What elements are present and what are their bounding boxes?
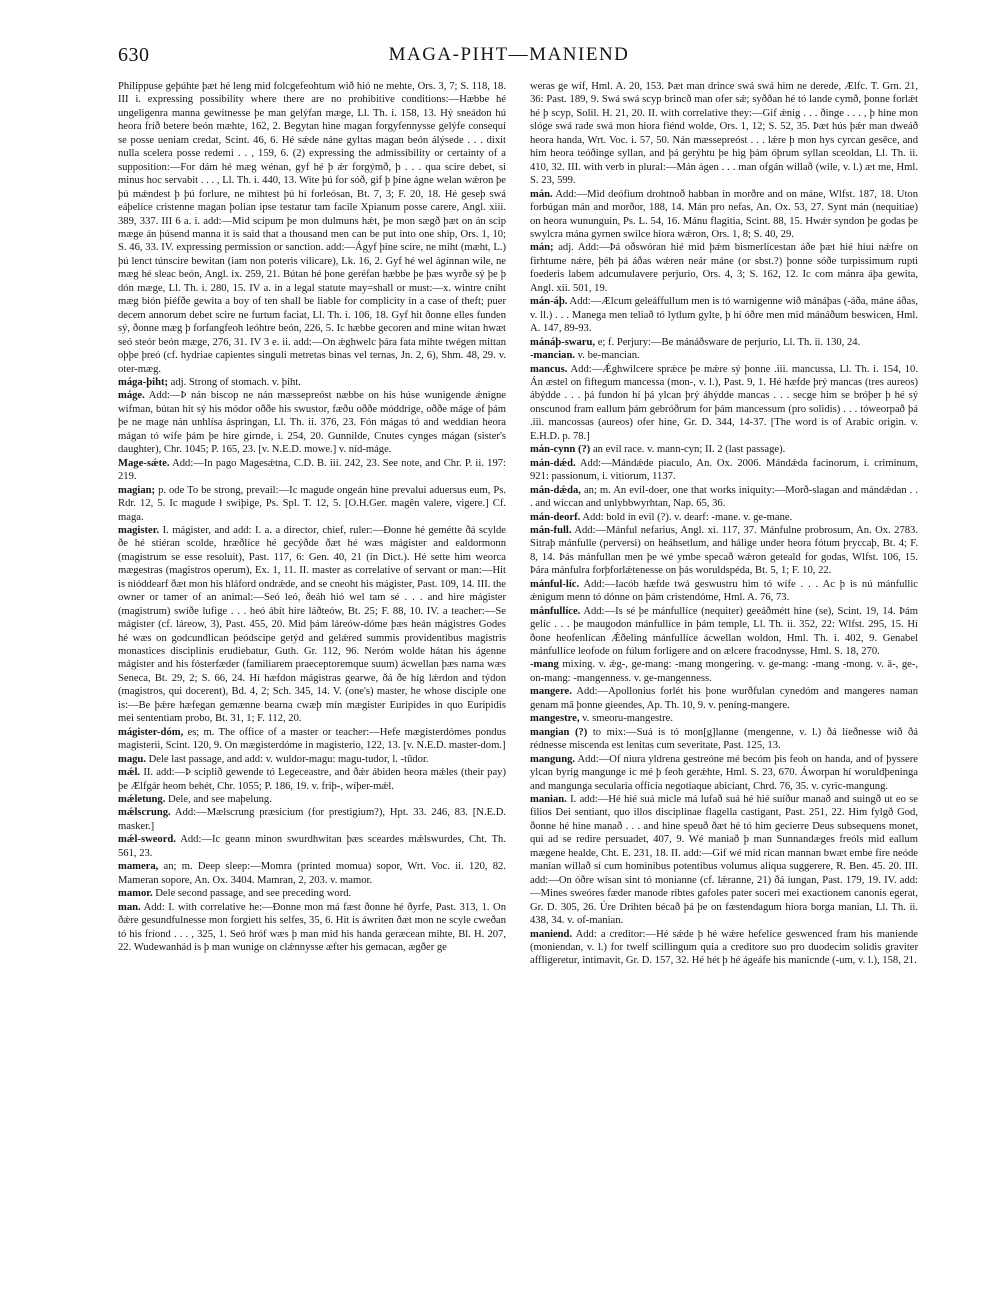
entry-body: Add:—Ic geann minon swurdhwitan þæs sceardes mǽlswurdes, Cht. Th. 561, 23. xyxy=(118,834,506,859)
dictionary-entry xyxy=(530,578,918,605)
entry-headword: mangian (?) xyxy=(530,726,588,738)
entry-body: Add:—Mándǽde piaculo, An. Ox. 2006. Mándǽda facinorum, i. criminum, 921: passionum, i. vitiorum, 1137. xyxy=(530,457,918,483)
entry-headword: mán-dǽd. xyxy=(530,457,576,469)
entry-headword: mán; xyxy=(530,242,554,254)
page-header xyxy=(118,44,900,70)
dictionary-entry xyxy=(530,658,918,685)
entry-headword: mánfullíce. xyxy=(530,605,581,617)
entry-headword: mangestre, xyxy=(530,713,580,725)
entry-headword: magian; xyxy=(118,484,156,496)
entry-body: mixing. v. ǽg-, ge-mang: -mang mongering. v. ge-mang: -mang -mong. v. ā-, ge-, on-mang: -mangenness. v. ge-mangenness. xyxy=(530,659,918,684)
entry-headword: mán-deorf. xyxy=(530,511,581,523)
left-column xyxy=(118,80,506,1290)
entry-headword: máge. xyxy=(118,390,145,402)
entry-body: Add:—Iacób hæfde twá geswustru him tó wífe . . . Ac þ is nú mánfullic ǽnigum menn tó dónne on þám cristendóme, Hml. A. 76, 73. xyxy=(530,578,918,604)
dictionary-entry xyxy=(530,363,918,444)
entry-headword: mǽlscrung. xyxy=(118,807,171,819)
running-head: MAGA-PIHT—MANIEND xyxy=(388,44,630,65)
dictionary-entry xyxy=(118,793,506,806)
dictionary-entry xyxy=(118,806,506,833)
dictionary-entry xyxy=(118,457,506,484)
dictionary-entry xyxy=(118,484,506,524)
entry-headword: mánáþ-swaru, xyxy=(530,336,596,348)
entry-body: Dele last passage, and add: v. wuldor-magu: magu-tudor, l. -tūdor. xyxy=(145,753,429,765)
entry-headword: magu. xyxy=(118,753,146,765)
entry-headword: mangere. xyxy=(530,686,572,698)
dictionary-entry xyxy=(530,511,918,524)
entry-headword: magister. xyxy=(118,524,160,536)
continued-text xyxy=(530,80,918,188)
entry-headword: mamor. xyxy=(118,888,153,900)
dictionary-entry xyxy=(530,188,918,242)
entry-body: weras ge wíf, Hml. A. 20, 153. Þæt man drince swá swá him ne derede, Ælfc. T. Grn. 21, 36: Past. 189, 9. Swá swá scyp brincð man ofer sǽ; syððan hé tó lande cymð, þonne forlǽt hé þ scyp, Solil. H. 21, 20. II. with correlative they:—Gif ǽnig . . . ðinge . . . , þ hine mon slóge swá rade swá mon hiora fiénd wolde, Ors. 1, 12; S. 52, 35. Þæt hús þǽr man dweáð heora handa, Wrt. Voc. i. 57, 50. Nán mæssepreóst . . . lǽre þ mon hys cyrcan gesēce, and him heora teóðinge syllan, and þá gerýhtu þe hig þám óþrum syllan sceoldan, Ll. Th. ii. 410, 32. III. with verb in plural:—Mán ágen . . . man ofgán willað (wile, v. l.) æt me, Hml. S. 23, 599. xyxy=(530,81,918,187)
dictionary-entry xyxy=(118,766,506,793)
dictionary-entry xyxy=(530,524,918,578)
dictionary-entry xyxy=(530,484,918,511)
entry-body: Add:—Is sé þe mánfullíce (nequiter) geeáðmétt hine (se), Scint. 19, 14. Þám gelíc . . . þe maugodon mánfullíce in þám temple, Ll. Th. ii. 352, 22: Wlfst. 295, 15. Hí ðone heofenlícan Ǽðeling mánfullíce ácwellan woldon, Hml. Th. i. 402, 9. Genabel mánfullíce leofode on fúlum forligere and on ælcere fracodnysse, Hml. S. 18, 270. xyxy=(530,605,918,658)
entry-body: Add: bold in evil (?). v. dearf: -mane. v. ge-mane. xyxy=(580,511,793,523)
entry-body: Add:—Ǽghwilcere sprǽce þe mǽre sý þonne .iii. mancussa, Ll. Th. i. 154, 10. Án æstel on fiftegum mancessa (mon-, v. l.), Past. 9, 1. Hé hæfde þrý mancas (tres aureos) ábýdde . . . þá fundon hí þá ylcan þrý áhýdde mancas . . . secge him se bróþer þ hé sý onscunod fram eallum þám gebróðrum for þám mancessum (pro solidis) . . . tóweorpað þá .iii. mancossas (aureos) ofer hine, Gr. D. 344, 14-37. [The word is of Arabic origin. v. E.H.D. p. 78.] xyxy=(530,363,918,442)
entry-body: p. ode To be strong, prevail:—Ic magude ongeán hine prevalui aduersus eum, Ps. Rdr. 12, 5. Ic magude ł swiþige, Ps. Spl. T. 12, 5. [O.H.Ger. magên valere, vigere.] Cf. maga. xyxy=(118,484,506,523)
entry-body: Add:—Þ nán biscop ne nán mæssepreóst næbbe on his húse wunigende ǽnigne wifman, bútan hit sý his módor oððe his swustor, fæðu oððe móddrige, oððe máge of þám þe ne mage nán unhlísa áspringan, Ll. Th. ii. 376, 23. Fón mágas tó and weddian heora mágan tó wífe þám þe hire girnde, i. 254, 20. Gunnilde, Cnutes cynges mágan (sister's daughter), Chr. 1045; P. 165, 23. [v. N.E.D. mowe.] v. níd-máge. xyxy=(118,390,506,456)
entry-headword: mǽl. xyxy=(118,767,141,779)
entry-body: v. smeoru-mangestre. xyxy=(579,713,673,725)
dictionary-entry xyxy=(530,726,918,753)
entry-headword: mán-dǽda, xyxy=(530,484,581,496)
entry-headword: maniend. xyxy=(530,928,573,940)
dictionary-entry xyxy=(530,241,918,295)
entry-body: v. be-mancian. xyxy=(575,350,640,362)
dictionary-entry xyxy=(118,376,506,389)
entry-body: an; m. Deep sleep:—Momra (printed momua) sopor, Wrt. Voc. ii. 120, 82. Mameran sopore, An. Ox. 3404. Mamran, 2, 203. v. mamor. xyxy=(118,861,506,886)
entry-headword: mán. xyxy=(530,188,553,200)
entry-body: adj. Strong of stomach. v. þiht. xyxy=(168,376,301,388)
entry-headword: mǽletung. xyxy=(118,794,166,806)
entry-body: an; m. An evil-doer, one that works iniquity:—Morð-slagan and mándǽdan . . . and wiccan and unlybbwyrhtan, Nap. 65, 36. xyxy=(530,484,918,510)
entry-headword: mǽl-sweord. xyxy=(118,834,176,846)
dictionary-entry xyxy=(118,833,506,860)
dictionary-entry xyxy=(530,457,918,484)
entry-body: Add: I. with correlative he:—Ðonne mon má fæst ðonne hé ðyrfe, Past. 313, 1. On ðǽre gesundfulnesse mon forgiett his selfes, 35, 6. Hit is áwriten ðæt mon ne scyle cweðan tó his fríond . . . , 325, 1. Seó hróf wæs þ man mid his handa geræcean mihte, Bl. H. 207, 22. Wudewanhád is þ man wunige on clǽnnysse æfter his gemacan, ægðer ge xyxy=(118,901,506,953)
entry-headword: mamera, xyxy=(118,861,159,873)
entry-headword: mangung. xyxy=(530,753,576,765)
entry-body: es; m. The office of a master or teacher:—Hefe mægisterdómes pondus magisterii, Scint. 120, 9. On mægisterdóme in magisterio, 122, 13. [v. N.E.D. master-dom.] xyxy=(118,726,506,752)
dictionary-entry xyxy=(530,349,918,362)
dictionary-entry xyxy=(118,887,506,900)
dictionary-entry xyxy=(118,389,506,456)
entry-body: Add:—Of niura yldrena gestreóne mé becóm þis feoh on handa, and of þyssere ylcan byrig mangunge ic mé þ feoh gerǽhte, Hml. S. 23, 670. Áworpan hí woruldþeningа and mangunga secularia officia negotiaque abiciant, Chrd. 76, 35. v. cyric-mangung. xyxy=(530,753,918,792)
entry-body: Philippuse geþúhte þæt hé leng mid folcgefeohtum wið hió ne mehte, Ors. 3, 7; S. 118, 18. III i. expressing possibility where there are no prohibitive conditions:—Hæbbe hé ungeligenra manna gewitnesse þe man gelýfan mæge, Ll. Th. i. 158, 13. Hý sneádon hú heora fríð betere beón mæhte, 162, 2. Begytan hine magan forgyfennysse gelýfe consequi se posse ueniam credat, Scint. 46, 6. Hé sǽde náne gyltas magan beón álýsede . . . dixit nulla scelera posse redemi . . , 159, 6. (2) expressing the admissibility or certainty of a supposition:—For dám hé mæg wénan, gyf hé þ ǽr forgýmð, þ . . . qua scire debet, si minus hoc servabit . . . , Ll. Th. i. 440, 13. Wite þú for sóð, gif þ þíne ágne welan wǽron þe þú mǽndest þ þú forlure, ne mihtest þú hí forleósan, Bt. 7, 3; F. 20, 18. Hé geseþ swá eáþelíce cristenne magan þolian ipse testatur tam facile Xpianum posse carere, Angl. xiii. 389, 337. III 6 a. i. add:—Mid scipum þe mon dulmuns hǽt, þe mon sægð þæt on án scip mæge án þúsend manna it is said that a thousand men can be put into one ship, Ors. 1, 10; S. 46, 33. IV. expressing permission or sanction. add:—Ágyf þíne scire, ne miht (mæht, L.) þú lenct túnscire bewitan (iam non poteris vilicare), Lk. 16, 2. Gyf hé wel ágínnan wile, ne mæg hé sleac beón, Angl. ix. 259, 21. Bútan hé þone geréfan hæbbe þe þæs wyrðe sý þe þ dón mæge, Ll. Th. i. 280, 15. IV a. in a legal statute may=shall or must:—x. wintre cniht mæg bión þiéfðe gewita a boy of ten shall be liable for complicity in a case of theft; puer decem annorum debet scire ne furtum faciat, Ll. Th. i. 106, 18. Gyf hit ðonne elles funden sý, ðonne mæg þ forfangfeoh leóhtre beón, 226, 5. Ic hæbbe gecoren and mine witan hwæt seó steór beón mæge, 276, 31. IV 3 e. ii. add:—On ǽghwelc þára fata mihte twégen mittan oþþe þreó (cf. hydriae capientes singuli metretas binas vel ternas, Jn. 2, 6), Shm. 48, 29. v. oter-mæg. xyxy=(118,81,506,375)
entry-body: Add:—Ælcum geleáffullum men is tó warnigenne wið mánáþas (-áða, máne áðas, v. ll.) . . . Manega men teliað tó lytlum gylte, þ hí óðre men mid mánáðum beswicen, Hml. A. 147, 89-93. xyxy=(530,296,918,335)
entry-headword: mán-full. xyxy=(530,524,572,536)
entry-body: Add:—Mánful nefarius, Angl. xi. 117, 37. Mánfulne probrosum, An. Ox. 2783. Sitraþ mánfulle (perversi) on heáhsetlum, and hálige under heora fótum þryccaþ, Bt. 4; F. 8, 14. Þás mánfullan men þe wé ymbe specað wǽron geteald for godas, Wlfst. 106, 15. Þára mánfulra forþforlǽtenesse on þás woruldspéda, Bt. 5, 1; F. 10, 22. xyxy=(530,524,918,577)
entry-headword: mán-cynn (?) xyxy=(530,444,591,456)
entry-body: Add:—Mælscrung præsicium (for prestigium?), Hpt. 33. 246, 83. [N.E.D. masker.] xyxy=(118,807,506,832)
entry-body: Add:—Mid deófium drohtnoð habban in morðre and on máne, Wlfst. 187, 18. Uton forbúgan mán and morðor, 188, 14. Mán pro nefas, An. Ox. 53, 27. Synt mán (nequitiae) on heora wununguin, Ps. L. 54, 16. Mánu flagitia, Scint. 88, 15. Hwǽr syndon þe godas þe swylcra mána gyrnen swilce hiora wǽron, Ors. 1, 8; S. 40, 29. xyxy=(530,188,918,240)
entry-headword: mán-áþ. xyxy=(530,296,568,308)
entry-headword: mágister-dóm, xyxy=(118,726,184,738)
entry-headword: Mage-sǽte. xyxy=(118,457,170,469)
entry-headword: manian. xyxy=(530,794,567,806)
entry-headword: -mang xyxy=(530,659,559,671)
dictionary-entry xyxy=(530,793,918,928)
dictionary-entry xyxy=(118,726,506,753)
entry-headword: mancus. xyxy=(530,363,568,375)
entry-headword: mága-þiht; xyxy=(118,376,169,388)
entry-body: I. mágister, and add: I. a. a director, chief, ruler:—Ðonne hé gemétte ðá scylde ðe hé stiéran scolde, hræðlíce hé gecýðde ðæt hé wæs mágister and ealdormonn (magistrum se esse resoluit), Past. 117, 6: Gen. 40, 21 (in Dict.). Hé sette him weorca mægestras (magistros operum), Ex. 1, 11. II. master as correlative of servant or man:—Hit is nióddearf ðæt mon his hláford ondrǽde, and se cneoht his mágister, Past. 109, 14. III. the owner or tamer of an animal:—Seó leó, ðeáh hió wel tam sé . . . and hire mágister (magistrum) swíðe lufige . . . heó ábít hire láðteów, Bt. 25; F. 88, 10. IV. a teacher:—Se mágister (cf. láreow, 3), Past. 455, 20. Mid þám láreów-dóme þæs heán mágistres Godes hé wæs on godcundlican þeódscipe getýd and gelǽred summis providentibus magistris monastices disciplinis erudiebatur, Guth. Gr. 112, 96. Neróm wolde hátan his ágenne mágister and his fósterfæder (familiarem praeceptoremque suum) ácwellan þæs nama wæs Seneca, Bt. 29, 2; S. 66, 24. Hí hæfdon mágistras gearwe, ðá ðe híg lǽrdon and týdon (magistros, qui docerent), Bd. 4, 2; Sch. 345, 14. V. (one's) master, he whose disciple one is:—Be þǽre hæfegan gemænne bearna cwæþ mín mægister Euripides in quo Euripidis mei sententiam probo, Bt. 31, 1; F. 112, 20. xyxy=(118,524,506,725)
entry-body: adj. Add:—Þá oðswóran hié mid þǽm bismerlícestan áðe þæt hié hiui nǽfre on firhtume nǽre, þéh þá áðas wǽren neár máne (or sbst.?) þonne sóðe turpissimum rupti foederis labem adcumulavere perjurio, Ors. 4, 3; S. 162, 12. Ic com mánra áþa gewita, Angl. xii. 501, 19. xyxy=(530,242,918,294)
dictionary-entry xyxy=(530,336,918,349)
dictionary-entry xyxy=(530,712,918,725)
dictionary-entry xyxy=(530,443,918,456)
dictionary-entry xyxy=(530,928,918,968)
dictionary-entry xyxy=(530,753,918,793)
dictionary-entry xyxy=(118,524,506,726)
entry-headword: mánful-líc. xyxy=(530,578,580,590)
entry-body: to mix:—Suá is tó mon[g]lanne (mengenne, v. l.) ðá líeðnesse wið ðá rédnesse miscenda est lenitas cum severitate, Past. 125, 13. xyxy=(530,726,918,752)
entry-body: e; f. Perjury:—Be mánáðsware de perjurio, Ll. Th. ii. 130, 24. xyxy=(595,336,861,348)
continued-text xyxy=(118,80,506,376)
entry-body: I. add:—Hé hié suá micle má lufað suá hé hié suíður manað and suingð ut eo se filios Dei sentiant, quo illos disciplinae flagella castigant, Past. 251, 22. Him fylgð God, ðonne hé hine manað . . . and hine speuð ðæt hé tó him gecierre Deus subsequens monet, qui ad se redire persuadet, 407, 9. Wé maniað þ man Sunnandæges freóls mid eallum mægene healde, Cht. E. 231, 18. II. add:—Gif wé mid rícan mannan bwæt embe fire neóde manian willað sí cum hominibus potentibus volumus aliqua suggerere, R. Ben. 45. 20. III. add:—On óðre wísan sint tó monianne (cf. lǽranne, 21) ðá iungan, Past. 179, 19. IV. add:—Mines sweóres fæder manode ribtes gafoles pater soceri mei exactionem canonis egerat, Gr. D. 305, 26. Úre Drihten bécað þá þe on fæstendagum hiora borga maniаn, Ll. Th. ii. 438, 34. v. of-manian. xyxy=(530,794,918,927)
dictionary-entry xyxy=(530,295,918,335)
dictionary-entry xyxy=(530,605,918,659)
entry-body: Add:—Apollonius forlét his þone wurðfulan cynedóm and mangeres naman genam mā þonne gieendes, Ap. Th. 10, 9. v. peníng-mangere. xyxy=(530,686,918,711)
entry-body: Add:—In pago Magesǽtna, C.D. B. iii. 242, 23. See note, and Chr. P. ii. 197: 219. xyxy=(118,457,506,483)
dictionary-entry xyxy=(118,860,506,887)
dictionary-entry xyxy=(118,901,506,955)
right-column xyxy=(530,80,918,1290)
dictionary-entry xyxy=(530,685,918,712)
entry-body: Dele, and see maþelung. xyxy=(165,794,272,806)
entry-body: II. add:—Þ sciplið gewende tó Legeceastre, and ðǽr ábiden heora mǽles (their pay) þe Ælfgár heom behét, Chr. 1055; P. 186, 19. v. friþ-, wíþer-mǽl. xyxy=(118,767,506,792)
dictionary-entry xyxy=(118,753,506,766)
entry-headword: man. xyxy=(118,901,141,913)
entry-body: Add: a creditor:—Hé sǽde þ hé wǽre hefelíce geswenced fram his maniende (moniendan, v. l.) for twelf scillingum quia a creditore suo pro duodecim solidis graviter affligeretur, intimavit, Gr. D. 157, 32. Hé hét þ hé ágeáfe his manicnde (-um, v. l.), 158, 21. xyxy=(530,928,918,967)
page-number: 630 xyxy=(118,44,150,66)
entry-headword: -mancian. xyxy=(530,350,576,362)
entry-body: Dele second passage, and see preceding word. xyxy=(152,888,352,900)
entry-body: an evil race. v. mann-cyn; II. 2 (last passage). xyxy=(590,444,786,456)
